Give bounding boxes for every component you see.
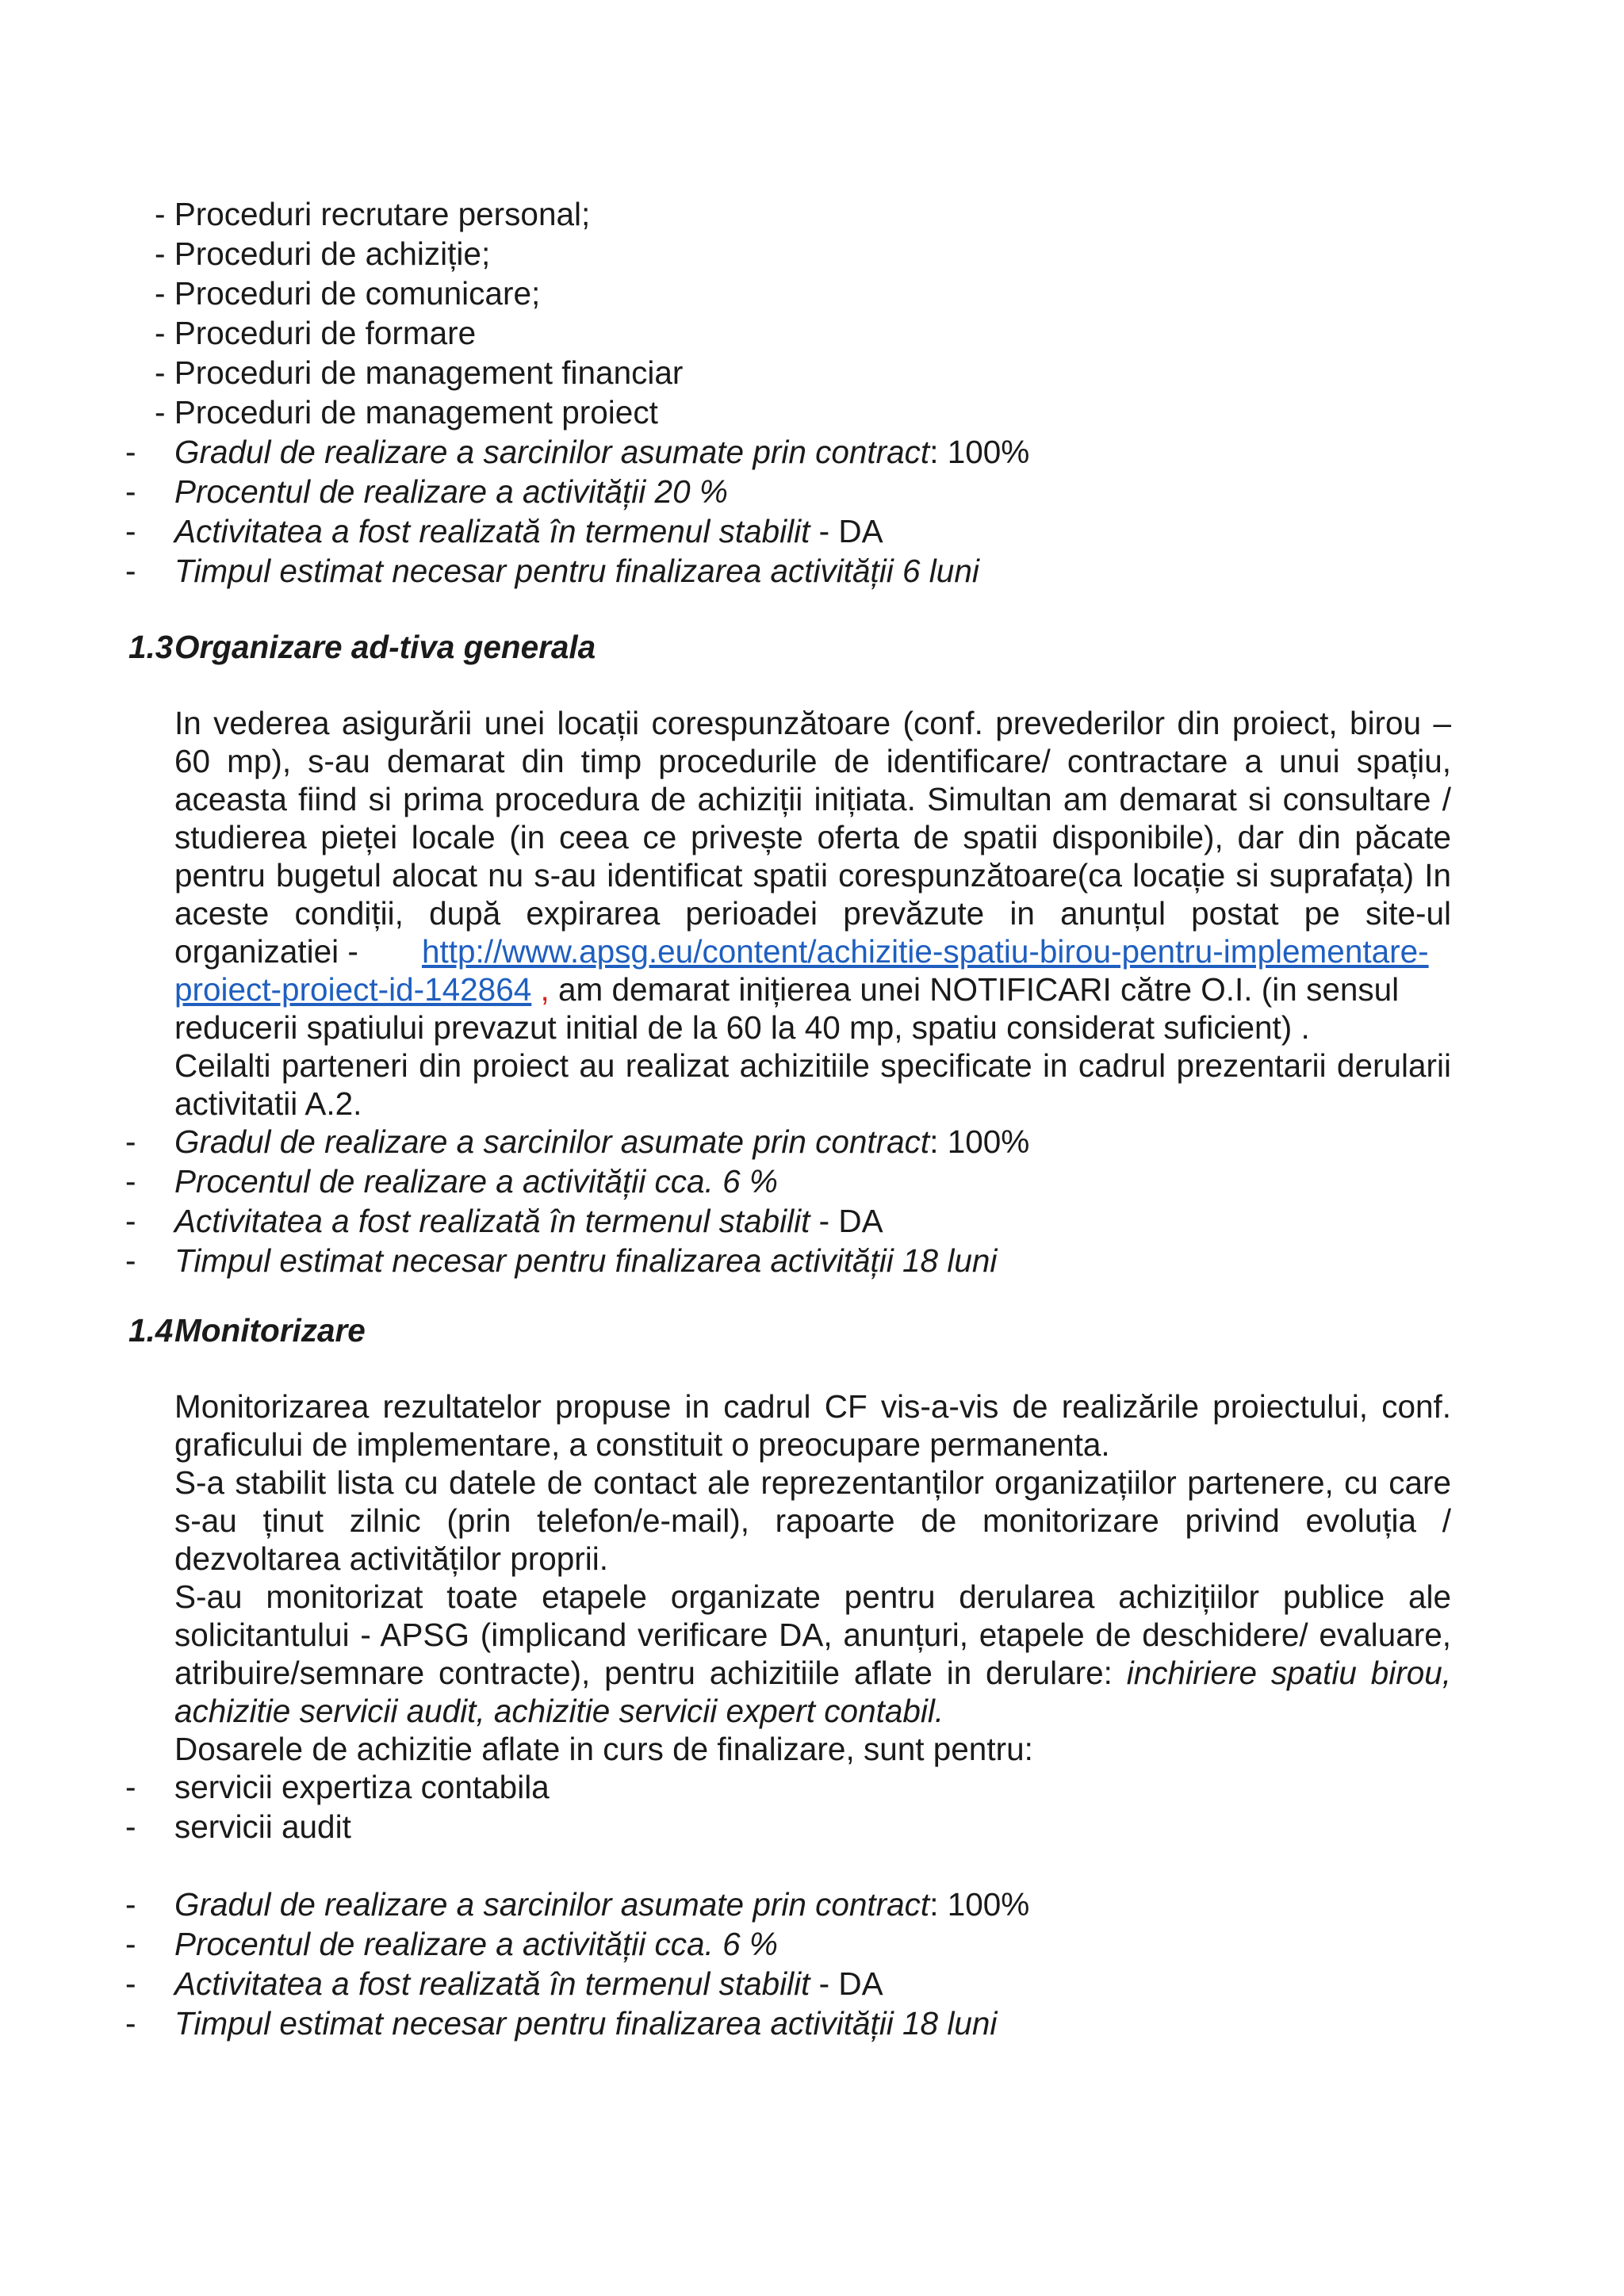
paragraph-line: aceste condiții, după expirarea perioadei prevăzute in anunțul postat pe site-ul	[174, 895, 1451, 932]
procedure-item: - Proceduri de management proiect	[155, 394, 658, 430]
apsg-link-continuation[interactable]: proiect-proiect-id-142864	[174, 971, 532, 1008]
dash-bullet: -	[125, 1886, 136, 1923]
dash-bullet: -	[125, 1203, 136, 1239]
paragraph-line: Monitorizarea rezultatelor propuse in cadrul CF vis-a-vis de realizările proiectului, conf.	[174, 1388, 1451, 1425]
termen-stabilit: Activitatea a fost realizată în termenul stabilit - DA	[174, 1203, 883, 1239]
grad-realizare: Gradul de realizare a sarcinilor asumate prin contract: 100%	[174, 1123, 1030, 1160]
termen-stabilit: Activitatea a fost realizată în termenul stabilit - DA	[174, 513, 883, 549]
paragraph-line: studierea pieței locale (in ceea ce privește oferta de spatii disponibile), dar din păcate	[174, 819, 1451, 855]
section-heading-1-3: 1.3Organizare ad-tiva generala	[128, 629, 596, 665]
procent-realizare: Procentul de realizare a activității cca. 6 %	[174, 1163, 778, 1200]
dash-bullet: -	[125, 553, 136, 589]
paragraph-line: pentru bugetul alocat nu s-au identificat spatii corespunzătoare(ca locație si suprafața) In	[174, 857, 1451, 894]
dash-bullet: -	[125, 473, 136, 510]
procent-realizare: Procentul de realizare a activității 20 %	[174, 473, 728, 510]
procedure-item: - Proceduri de management financiar	[155, 354, 684, 391]
grad-realizare: Gradul de realizare a sarcinilor asumate prin contract: 100%	[174, 1886, 1030, 1923]
paragraph-line: proiect-proiect-id-142864 , am demarat inițierea unei NOTIFICARI către O.I. (in sensul	[174, 971, 1400, 1008]
paragraph-line: aceasta fiind si prima procedura de achiziții inițiata. Simultan am demarat si consultare /	[174, 781, 1451, 817]
dash-bullet: -	[125, 1808, 136, 1845]
termen-stabilit: Activitatea a fost realizată în termenul stabilit - DA	[174, 1965, 883, 2002]
timp-estimat: Timpul estimat necesar pentru finalizarea activității 6 luni	[174, 553, 979, 589]
dash-bullet: -	[125, 1965, 136, 2002]
paragraph-line: S-au monitorizat toate etapele organizate pentru derularea achizițiilor publice ale	[174, 1578, 1451, 1615]
paragraph-line: achizitie servicii audit, achizitie servicii expert contabil.	[174, 1693, 944, 1729]
procedure-item: - Proceduri de formare	[155, 315, 477, 351]
paragraph-line: organizatiei -	[174, 933, 358, 970]
dash-bullet: -	[125, 513, 136, 549]
dash-bullet: -	[125, 434, 136, 470]
dash-bullet: -	[125, 1242, 136, 1279]
paragraph-line: 60 mp), s-au demarat din timp procedurile de identificare/ contractare a unui spațiu,	[174, 743, 1451, 779]
paragraph-line: Dosarele de achizitie aflate in curs de finalizare, sunt pentru:	[174, 1731, 1033, 1767]
dash-bullet: -	[125, 1163, 136, 1200]
paragraph-line: solicitantului - APSG (implicand verificare DA, anunțuri, etapele de deschidere/ evaluare,	[174, 1617, 1451, 1653]
list-item: servicii expertiza contabila	[174, 1769, 550, 1805]
paragraph-line: atribuire/semnare contracte), pentru achizitiile aflate in derulare: inchiriere spatiu birou,	[174, 1655, 1452, 1691]
paragraph-line: reducerii spatiului prevazut initial de la 60 la 40 mp, spatiu considerat suficient) .	[174, 1009, 1310, 1046]
dash-bullet: -	[125, 1123, 136, 1160]
dash-bullet: -	[125, 2005, 136, 2042]
apsg-link[interactable]: http://www.apsg.eu/content/achizitie-spatiu-birou-pentru-implementare-	[422, 933, 1429, 970]
dash-bullet: -	[125, 1769, 136, 1805]
procedure-item: - Proceduri recrutare personal;	[155, 196, 591, 232]
paragraph-line: dezvoltarea activităților proprii.	[174, 1540, 608, 1577]
section-heading-1-4: 1.4Monitorizare	[128, 1312, 366, 1349]
paragraph-line: activitatii A.2.	[174, 1085, 362, 1122]
procent-realizare: Procentul de realizare a activității cca. 6 %	[174, 1926, 778, 1962]
timp-estimat: Timpul estimat necesar pentru finalizarea activității 18 luni	[174, 1242, 998, 1279]
timp-estimat: Timpul estimat necesar pentru finalizarea activității 18 luni	[174, 2005, 998, 2042]
grad-realizare: Gradul de realizare a sarcinilor asumate prin contract: 100%	[174, 434, 1030, 470]
procedure-item: - Proceduri de comunicare;	[155, 275, 541, 312]
list-item: servicii audit	[174, 1808, 351, 1845]
paragraph-line: Ceilalti parteneri din proiect au realizat achizitiile specificate in cadrul prezentarii derularii	[174, 1047, 1451, 1084]
procedure-item: - Proceduri de achiziție;	[155, 235, 491, 272]
paragraph-line: S-a stabilit lista cu datele de contact ale reprezentanților organizațiilor partenere, cu care	[174, 1464, 1451, 1501]
paragraph-line: In vederea asigurării unei locații corespunzătoare (conf. prevederilor din proiect, birou –	[174, 705, 1451, 741]
dash-bullet: -	[125, 1926, 136, 1962]
paragraph-line: graficului de implementare, a constituit o preocupare permanenta.	[174, 1426, 1110, 1463]
paragraph-line: s-au ținut zilnic (prin telefon/e-mail), rapoarte de monitorizare privind evoluția /	[174, 1502, 1451, 1539]
